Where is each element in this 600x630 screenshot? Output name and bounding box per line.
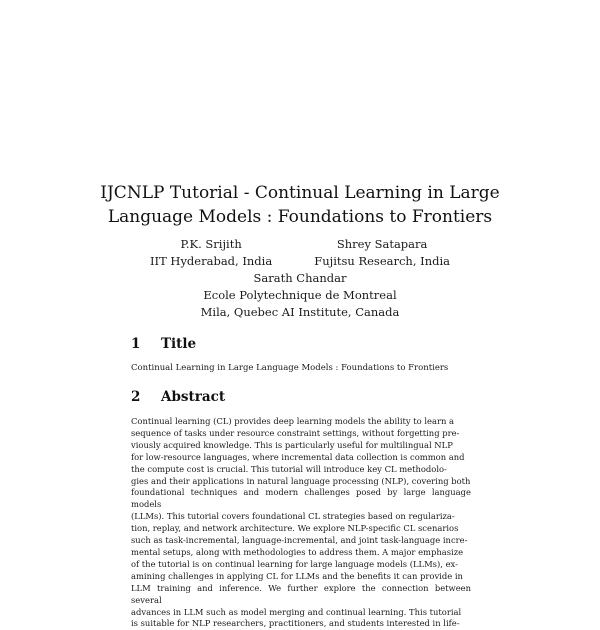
author-block-1: [150, 236, 272, 270]
author-block-2: [314, 236, 450, 270]
paper-title-line-1: IJCNLP Tutorial - Continual Learning in Large: [100, 183, 500, 203]
author-affiliation: Ecole Polytechnique de Montreal: [203, 288, 397, 302]
section-heading-abstract: [131, 389, 225, 405]
section-heading-title: [131, 336, 196, 352]
abstract-body: Continual learning (CL) provides deep learning models the ability to learn a sequence of tasks under resource constraint settings, without forgetting pre- viously acquired knowledge. This is particularly useful for multilingual NLP for low-resource languages, where incremental data collection is common and the compute cost is crucial. This tutorial will introduce key CL methodolo- gies and their applications in natural language processing (NLP), covering both foundational techniques and modern challenges posed by large language models (LLMs). This tutorial covers foundational CL strategies based on regulariza- tion, replay, and network architecture. We explore NLP-specific CL scenarios such as task-incremental, language-incremental, and joint task-language incre- mental setups, along with methodologies to address them. A major emphasize of the tutorial is on continual learning for large language models (LLMs), ex- amining challenges in applying CL for LLMs and the benefits it can provide in LLM training and inference. We further explore the connection between several advances in LLM such as model merging and continual learning. This tutorial is suitable for NLP researchers, practitioners, and students interested in life-: [131, 416, 471, 629]
author-name: P.K. Srijith: [180, 237, 242, 251]
author-affiliation: Fujitsu Research, India: [314, 254, 450, 268]
author-block-3: [150, 270, 450, 321]
title-section-body: Continual Learning in Large Language Models : Foundations to Frontiers: [131, 363, 449, 373]
author-affiliation: IIT Hyderabad, India: [150, 254, 273, 268]
author-name: Shrey Satapara: [336, 237, 428, 251]
paper-title: [100, 181, 500, 229]
section-title: Title: [161, 336, 197, 352]
authors-row: [150, 236, 450, 270]
section-number: 1: [131, 336, 141, 352]
section-number: 2: [131, 389, 141, 405]
author-affiliation: Mila, Quebec AI Institute, Canada: [200, 305, 400, 319]
paper-title-line-2: Language Models : Foundations to Frontiers: [107, 207, 493, 227]
section-title: Abstract: [161, 389, 226, 405]
author-name: Sarath Chandar: [253, 271, 347, 285]
